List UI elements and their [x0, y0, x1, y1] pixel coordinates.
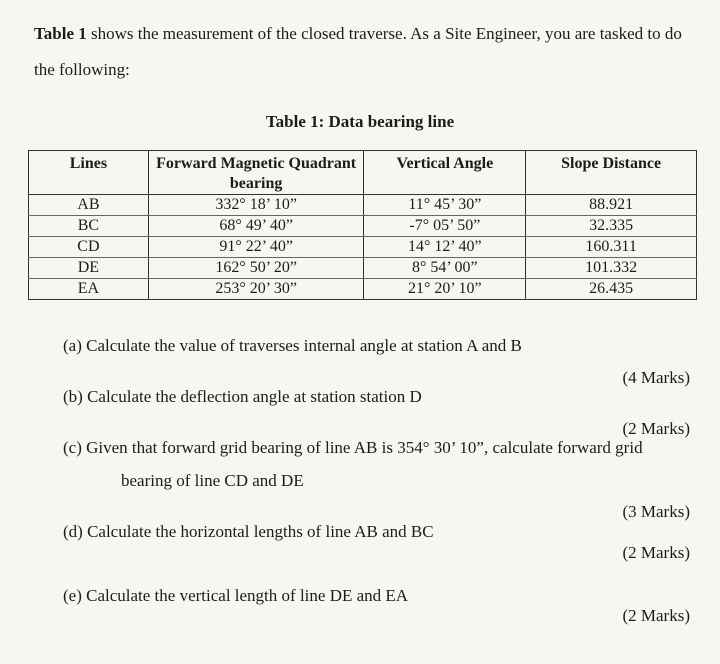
cell-vertical-angle: 8° 54’ 00”: [364, 258, 526, 279]
cell-slope-distance: 26.435: [526, 279, 697, 300]
cell-vertical-angle: 14° 12’ 40”: [364, 237, 526, 258]
cell-vertical-angle: -7° 05’ 50”: [364, 216, 526, 237]
cell-bearing: 332° 18’ 10”: [148, 195, 364, 216]
header-bearing: Forward Magnetic Quadrant bearing: [148, 151, 364, 195]
cell-bearing: 253° 20’ 30”: [148, 279, 364, 300]
question-d: (d) Calculate the horizontal lengths of line AB and BC: [63, 522, 434, 541]
table-row: [29, 237, 697, 258]
cell-slope-distance: 32.335: [526, 216, 697, 237]
cell-vertical-angle: 11° 45’ 30”: [364, 195, 526, 216]
cell-line: EA: [29, 279, 149, 300]
cell-bearing: 162° 50’ 20”: [148, 258, 364, 279]
question-e: (e) Calculate the vertical length of line DE and EA: [63, 586, 409, 605]
cell-line: BC: [29, 216, 149, 237]
question-c-line1: (c) Given that forward grid bearing of line AB is 354° 30’ 10”, calculate forward grid: [63, 438, 643, 457]
cell-line: AB: [29, 195, 149, 216]
table-header-row: [29, 151, 697, 195]
cell-slope-distance: 160.311: [526, 237, 697, 258]
header-slope-distance: Slope Distance: [526, 151, 697, 195]
table-row: [29, 216, 697, 237]
cell-bearing: 68° 49’ 40”: [148, 216, 364, 237]
header-lines: Lines: [29, 151, 149, 195]
table-row: [29, 195, 697, 216]
question-b-marks: (2 Marks): [622, 419, 690, 438]
intro-paragraph: [34, 16, 694, 88]
question-c-line2: bearing of line CD and DE: [121, 471, 304, 490]
table-row: [29, 258, 697, 279]
cell-slope-distance: 88.921: [526, 195, 697, 216]
cell-slope-distance: 101.332: [526, 258, 697, 279]
table-caption: Table 1: Data bearing line: [265, 112, 455, 131]
cell-bearing: 91° 22’ 40”: [148, 237, 364, 258]
question-e-marks: (2 Marks): [622, 606, 690, 625]
bearing-table: [28, 150, 697, 300]
cell-line: DE: [29, 258, 149, 279]
intro-bold: Table 1: [34, 24, 87, 43]
cell-vertical-angle: 21° 20’ 10”: [364, 279, 526, 300]
question-d-marks: (2 Marks): [622, 543, 690, 562]
intro-text: shows the measurement of the closed traverse. As a Site Engineer, you are tasked to do the following:: [34, 24, 682, 79]
question-a-marks: (4 Marks): [622, 368, 690, 387]
question-b: (b) Calculate the deflection angle at station station D: [63, 387, 422, 406]
question-c-marks: (3 Marks): [622, 502, 690, 521]
table-row: [29, 279, 697, 300]
cell-line: CD: [29, 237, 149, 258]
header-vertical-angle: Vertical Angle: [364, 151, 526, 195]
question-a: (a) Calculate the value of traverses internal angle at station A and B: [63, 336, 522, 355]
